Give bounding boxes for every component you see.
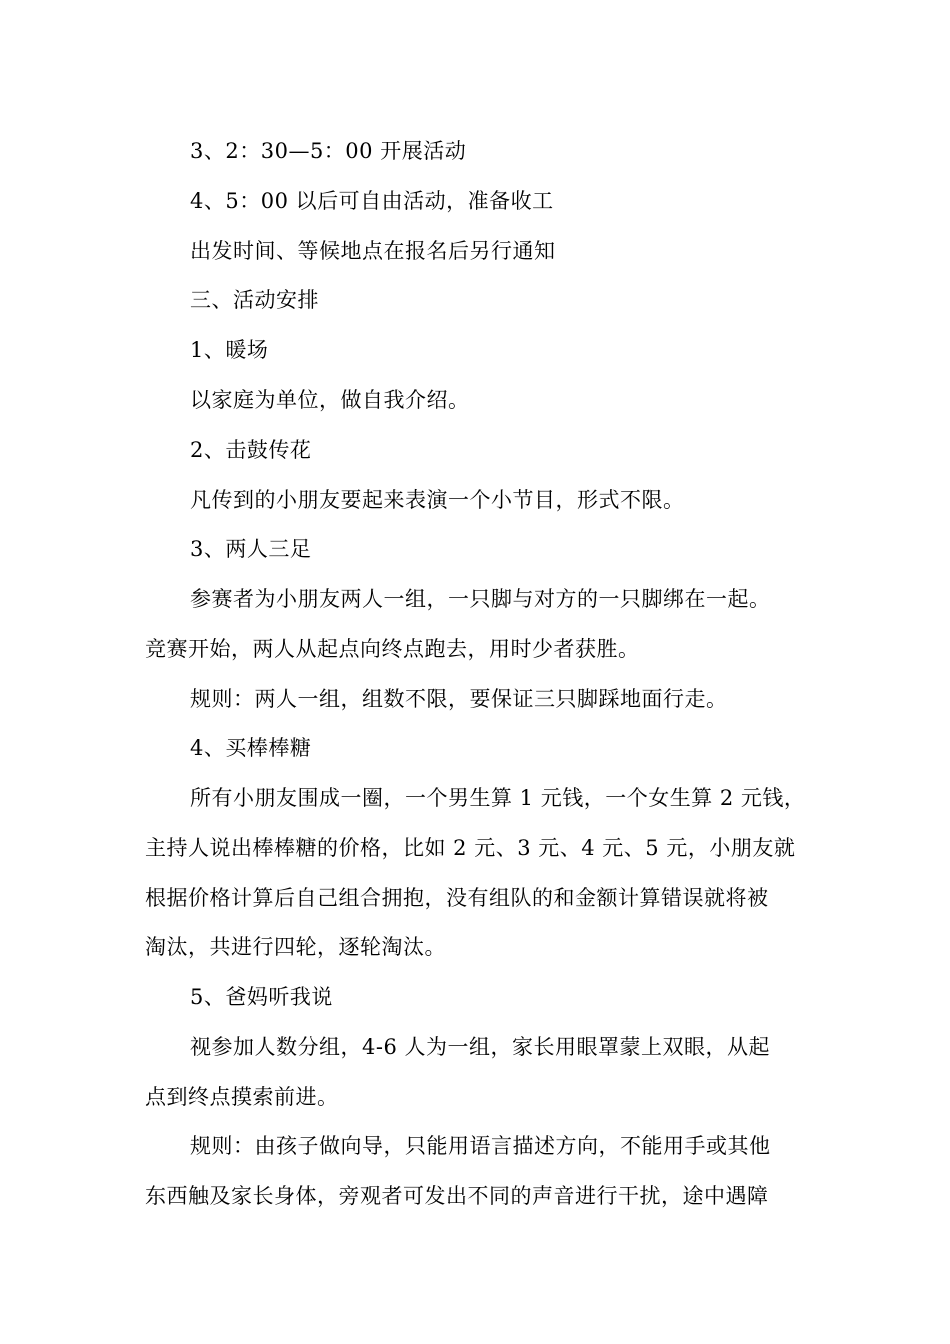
text-line-lollipop-desc-2: 主持人说出棒棒糖的价格，比如 2 元、3 元、4 元、5 元，小朋友就: [145, 836, 796, 860]
item-heading-lollipop: 4、买棒棒糖: [190, 736, 312, 760]
text-line-listen-desc-1: 视参加人数分组，4-6 人为一组，家长用眼罩蒙上双眼，从起: [190, 1035, 770, 1059]
text-line-three-legged-rules: 规则：两人一组，组数不限，要保证三只脚踩地面行走。: [190, 687, 728, 711]
text-line-lollipop-desc-4: 淘汰，共进行四轮，逐轮淘汰。: [145, 935, 446, 959]
item-heading-warmup: 1、暖场: [190, 338, 269, 362]
section-heading-activities: 三、活动安排: [190, 288, 319, 312]
text-line-listen-rules-1: 规则：由孩子做向导，只能用语言描述方向，不能用手或其他: [190, 1134, 771, 1158]
text-line-schedule-3: 3、2：30—5：00 开展活动: [190, 139, 467, 163]
text-line-warmup-desc: 以家庭为单位，做自我介绍。: [190, 388, 470, 412]
text-line-schedule-4: 4、5：00 以后可自由活动，准备收工: [190, 189, 554, 213]
item-heading-drum-flower: 2、击鼓传花: [190, 438, 312, 462]
text-line-three-legged-desc-2: 竞赛开始，两人从起点向终点跑去，用时少者获胜。: [145, 637, 640, 661]
text-line-lollipop-desc-1: 所有小朋友围成一圈，一个男生算 1 元钱，一个女生算 2 元钱，: [190, 786, 806, 810]
item-heading-three-legged: 3、两人三足: [190, 537, 312, 561]
item-heading-listen-to-me: 5、爸妈听我说: [190, 985, 333, 1009]
text-line-lollipop-desc-3: 根据价格计算后自己组合拥抱，没有组队的和金额计算错误就将被: [145, 886, 769, 910]
text-line-listen-desc-2: 点到终点摸索前进。: [145, 1085, 339, 1109]
text-line-three-legged-desc-1: 参赛者为小朋友两人一组，一只脚与对方的一只脚绑在一起。: [190, 587, 771, 611]
text-line-listen-rules-2: 东西触及家长身体，旁观者可发出不同的声音进行干扰，途中遇障: [145, 1184, 769, 1208]
text-line-drum-flower-desc: 凡传到的小朋友要起来表演一个小节目，形式不限。: [190, 488, 685, 512]
text-line-departure-note: 出发时间、等候地点在报名后另行通知: [190, 239, 556, 263]
